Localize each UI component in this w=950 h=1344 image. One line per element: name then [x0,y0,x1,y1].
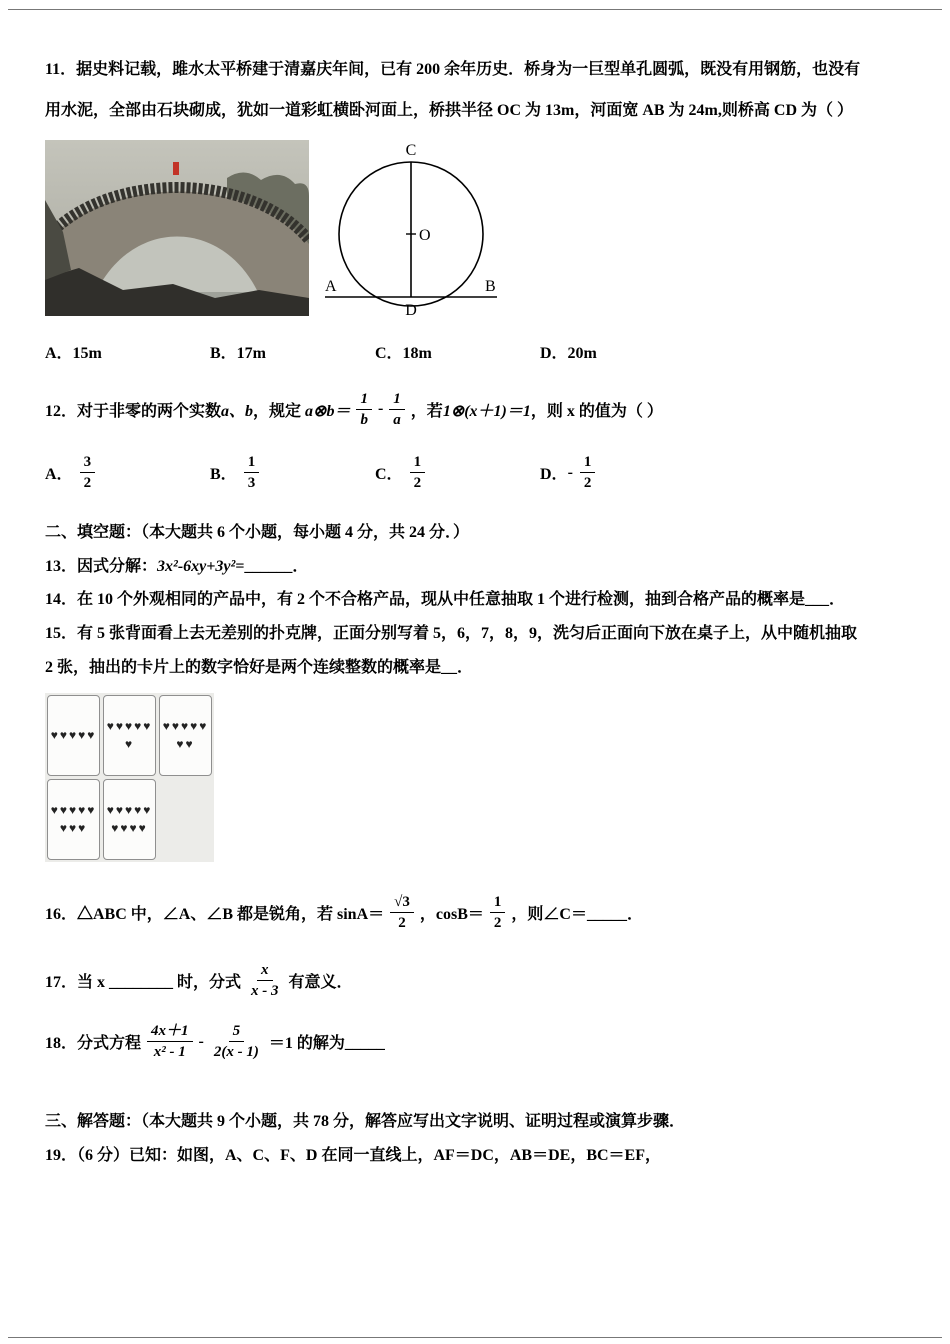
fraction-denominator: 2 [83,475,92,492]
q11-line1: 11．据史料记载，雎水太平桥建于清嘉庆年间，已有 200 余年历史．桥身为一巨型单孔圆弧，既没有用钢筋，也没有 [45,61,861,78]
hearts-glyphs: ♥♥♥♥♥ [50,727,97,742]
q15-line1: 15．有 5 张背面看上去无差别的扑克牌，正面分别写着 5，6，7，8，9，洗匀后正面向下放在桌子上，从中随机抽取 [45,625,858,643]
playing-card-5 [47,695,100,776]
q12-option-b-label: B． [210,466,237,484]
photo-red-figure [173,162,179,175]
question-11 [45,50,905,363]
q16-lead: 16．△ABC 中，∠A、∠B 都是锐角，若 sinA＝ [45,906,385,924]
q12-option-c-label: C． [375,466,403,484]
q12-option-a-fraction [80,452,96,494]
q13-blank: ______． [244,557,309,575]
fraction-numerator: 1 [410,452,426,473]
fraction-denominator: 2 [583,475,592,492]
playing-card-7 [159,695,212,776]
q12-option-a [45,452,210,494]
q16-mid: ，cosB＝ [419,906,484,924]
fraction-numerator: √3 [390,892,414,913]
label-D: D [405,301,417,319]
fraction-numerator: 1 [490,892,506,913]
hearts-glyphs: ♥♥♥♥♥♥♥ [162,719,209,751]
q12-minus: - [377,400,384,418]
fraction-numerator: 5 [229,1021,245,1042]
playing-card-6 [103,695,156,776]
q18-lead: 18．分式方程 [45,1035,142,1053]
question-19: 19．（6 分）已知：如图，A、C、F、D 在同一直线上，AF＝DC，AB＝DE，BC＝EF， [45,1146,662,1164]
cards-row-2 [47,779,212,860]
fraction-numerator: 1 [244,452,260,473]
fraction-denominator: 2 [398,915,406,932]
q12-option-d-label: D． [540,466,568,484]
cards-figure [45,693,214,862]
label-C: C [405,141,417,159]
question-14: 14．在 10 个外观相同的产品中，有 2 个不合格产品，现从中任意抽取 1 个进行检测，抽到合格产品的概率是___． [45,591,846,609]
question-16 [45,892,905,934]
q12-fraction-1-over-a [389,389,405,431]
q12-tail: ，则 x 的值为（ ） [530,402,663,420]
q13-lead: 13．因式分解： [45,557,158,575]
page-top-rule [8,9,942,10]
q18-fraction-1 [147,1021,193,1063]
fraction-denominator: 2(x - 1) [213,1044,259,1061]
q12-lead: 12．对于非零的两个实数 [45,402,222,420]
fraction-denominator: 2 [493,915,502,932]
label-B: B [485,277,496,295]
q18-minus: - [198,1032,204,1050]
q12-fraction-1-over-b [356,389,372,431]
fraction-denominator: x² - 1 [153,1044,186,1061]
fraction-denominator: 2 [413,475,422,492]
q18-tail: ＝1 的解为_____ [268,1035,385,1053]
q11-line2: 用水泥，全部由石块砌成，犹如一道彩虹横卧河面上，桥拱半径 OC 为 13m，河面宽 AB 为 24m,则桥高 CD 为（ ） [45,101,853,119]
q17-tail: 有意义． [288,973,353,991]
q12-variables: a、b [221,402,254,420]
fraction-denominator: x - 3 [251,982,279,999]
q17-fraction [247,960,283,1002]
fraction-numerator: 4x＋1 [147,1021,193,1042]
q17-lead: 17．当 x ________ 时，分式 [45,973,242,991]
circle-diagram [319,140,503,324]
q12-lhs: a⊗b＝ [305,402,351,420]
fraction-denominator: b [360,411,368,428]
q12-option-a-label: A． [45,466,73,484]
hearts-glyphs: ♥♥♥♥♥♥♥♥♥ [106,803,153,835]
q18-fraction-2 [210,1021,263,1063]
fraction-numerator: 1 [356,389,372,410]
bridge-photo [45,140,309,316]
q13-expression: 3x²-6xy+3y²= [157,557,245,575]
q11-option-d: D．20m [540,344,597,362]
q12-options [45,452,905,494]
q16-fraction-sinA [390,892,414,934]
q16-fraction-cosB [490,892,506,934]
hearts-glyphs: ♥♥♥♥♥♥♥♥ [50,803,97,835]
q12-option-b-fraction [244,452,260,494]
q12-option-d-sign: - [567,463,573,481]
question-18 [45,1021,905,1063]
q12-option-d [540,452,705,494]
q12-option-c [375,452,540,494]
hearts-glyphs: ♥♥♥♥♥♥ [106,719,153,751]
question-12 [45,389,905,494]
q12-condition: 1⊗(x＋1)＝1 [442,402,531,420]
q12-option-b [210,452,375,494]
fraction-numerator: 1 [389,389,405,410]
page-bottom-rule [8,1337,942,1338]
question-15 [45,617,905,862]
section-2-header: 二、填空题：（本大题共 6 个小题，每小题 4 分，共 24 分．） [45,523,470,541]
q11-option-b: B．17m [210,344,267,362]
q16-tail: ，则∠C＝_____． [511,906,643,924]
q11-option-c: C．18m [375,344,432,362]
fraction-numerator: 3 [80,452,96,473]
label-O: O [419,226,431,244]
label-A: A [325,277,337,295]
fraction-numerator: x [257,960,273,981]
q11-options [45,340,905,363]
q15-line2: 2 张，抽出的卡片上的数字恰好是两个连续整数的概率是__． [45,659,474,677]
playing-card-9 [103,779,156,860]
fraction-denominator: a [393,411,401,428]
q12-lead2: ，规定 [253,402,306,420]
fraction-denominator: 3 [247,475,256,492]
section-3-header: 三、解答题：（本大题共 9 个小题，共 78 分，解答应写出文字说明、证明过程或演算步骤． [45,1112,686,1130]
question-13 [45,550,905,584]
q12-option-d-fraction [580,452,596,494]
fraction-numerator: 1 [580,452,596,473]
q11-option-a: A．15m [45,344,102,362]
cards-row-1 [47,695,212,776]
q11-figures [45,140,905,324]
question-17 [45,960,905,1002]
playing-card-8 [47,779,100,860]
q12-statement [45,389,905,431]
q12-option-c-fraction [410,452,426,494]
q12-mid: ，若 [410,402,443,420]
